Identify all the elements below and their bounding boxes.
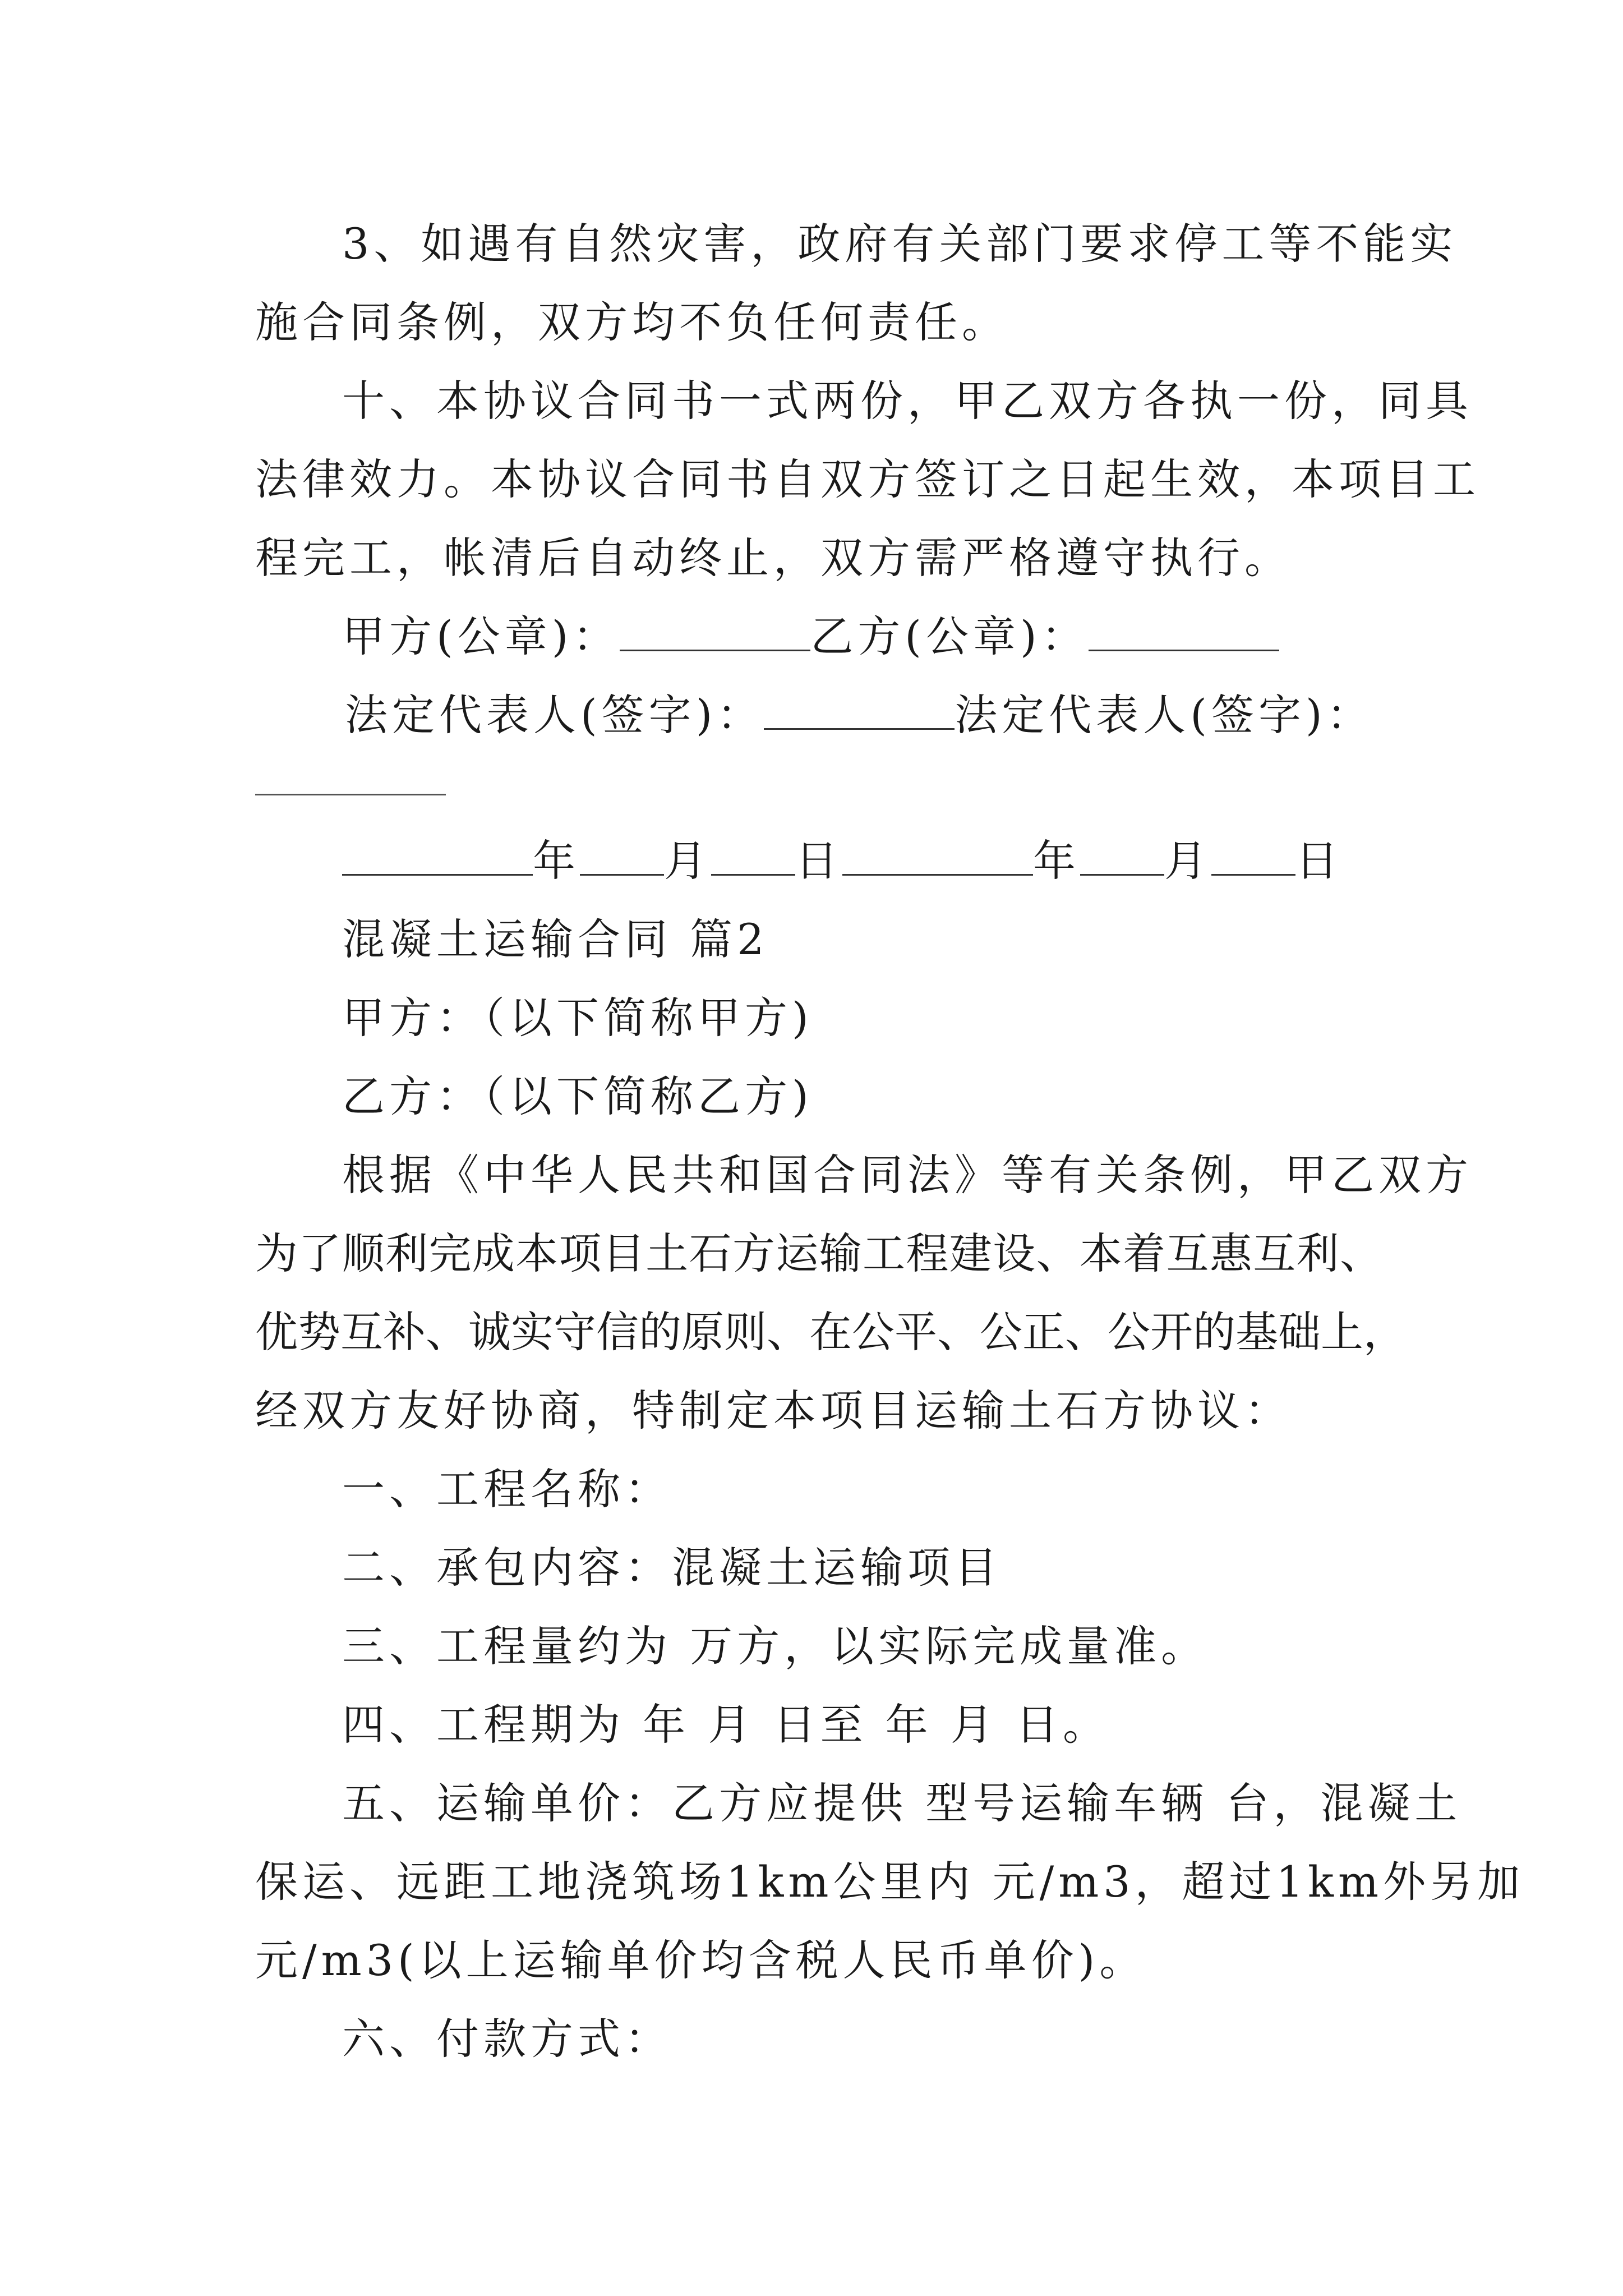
legal-rep-a-label: 法定代表人(签字)： — [345, 690, 764, 740]
date-a-day: 日 — [795, 836, 842, 886]
section-title: 混凝土运输合同 篇2 — [342, 914, 769, 964]
date-a-day-blank — [711, 835, 795, 876]
clause10-line2: 法律效力。本协议合同书自双方签订之日起生效，本项目工 — [255, 454, 1480, 504]
preamble-line2: 为了顺利完成本项目土石方运输工程建设、本着互惠互利、 — [255, 1228, 1382, 1278]
clause3-line1: 3、如遇有自然灾害，政府有关部门要求停工等不能实 — [342, 219, 1458, 269]
date-a-month-blank — [580, 835, 664, 876]
item-5-line1: 五、运输单价：乙方应提供 型号运输车辆 台，混凝土 — [342, 1778, 1462, 1828]
party-b-seal-label: 乙方(公章)： — [810, 611, 1089, 661]
party-a-line: 甲方：（以下简称甲方) — [342, 993, 813, 1043]
item-2: 二、承包内容：混凝土运输项目 — [342, 1543, 1002, 1593]
item-6: 六、付款方式： — [342, 2014, 672, 2064]
legal-rep-b-blank — [255, 794, 446, 795]
preamble-line4: 经双方友好协商，特制定本项目运输土石方协议： — [255, 1386, 1292, 1435]
party-a-seal-blank — [620, 610, 810, 651]
date-a-month: 月 — [664, 836, 711, 886]
date-a-year-blank — [342, 835, 533, 876]
item-5-line2: 保运、远距工地浇筑场1km公里内 元/m3，超过1km外另加 — [255, 1857, 1525, 1907]
date-b-month: 月 — [1164, 836, 1211, 886]
clause10-line3: 程完工，帐清后自动终止，双方需严格遵守执行。 — [255, 533, 1292, 583]
date-a-year: 年 — [533, 836, 580, 886]
party-a-seal-label: 甲方(公章)： — [342, 611, 620, 661]
date-b-day: 日 — [1295, 836, 1343, 886]
seal-line — [342, 609, 1279, 665]
date-b-day-blank — [1211, 835, 1295, 876]
party-b-seal-blank — [1089, 610, 1279, 651]
date-b-year-blank — [842, 835, 1033, 876]
clause10-line1: 十、本协议合同书一式两份，甲乙双方各执一份，同具 — [342, 376, 1473, 426]
clause3-line2: 施合同条例，双方均不负任何责任。 — [255, 297, 1009, 347]
date-b-month-blank — [1080, 835, 1164, 876]
date-line — [342, 833, 1343, 889]
legal-rep-a-blank — [764, 689, 955, 730]
legal-rep-line — [345, 687, 1374, 743]
date-b-year: 年 — [1033, 836, 1080, 886]
item-5-line3: 元/m3(以上运输单价均含税人民币单价)。 — [255, 1935, 1147, 1985]
item-1: 一、工程名称： — [342, 1464, 672, 1514]
item-3: 三、工程量约为 万方，以实际完成量准。 — [342, 1621, 1209, 1671]
party-b-line: 乙方：（以下简称乙方) — [342, 1071, 813, 1121]
preamble-line3: 优势互补、诚实守信的原则、在公平、公正、公开的基础上， — [255, 1307, 1406, 1357]
preamble-line1: 根据《中华人民共和国合同法》等有关条例，甲乙双方 — [342, 1150, 1473, 1200]
legal-rep-b-label: 法定代表人(签字)： — [955, 690, 1374, 740]
item-4: 四、工程期为 年 月 日至 年 月 日。 — [342, 1700, 1110, 1750]
